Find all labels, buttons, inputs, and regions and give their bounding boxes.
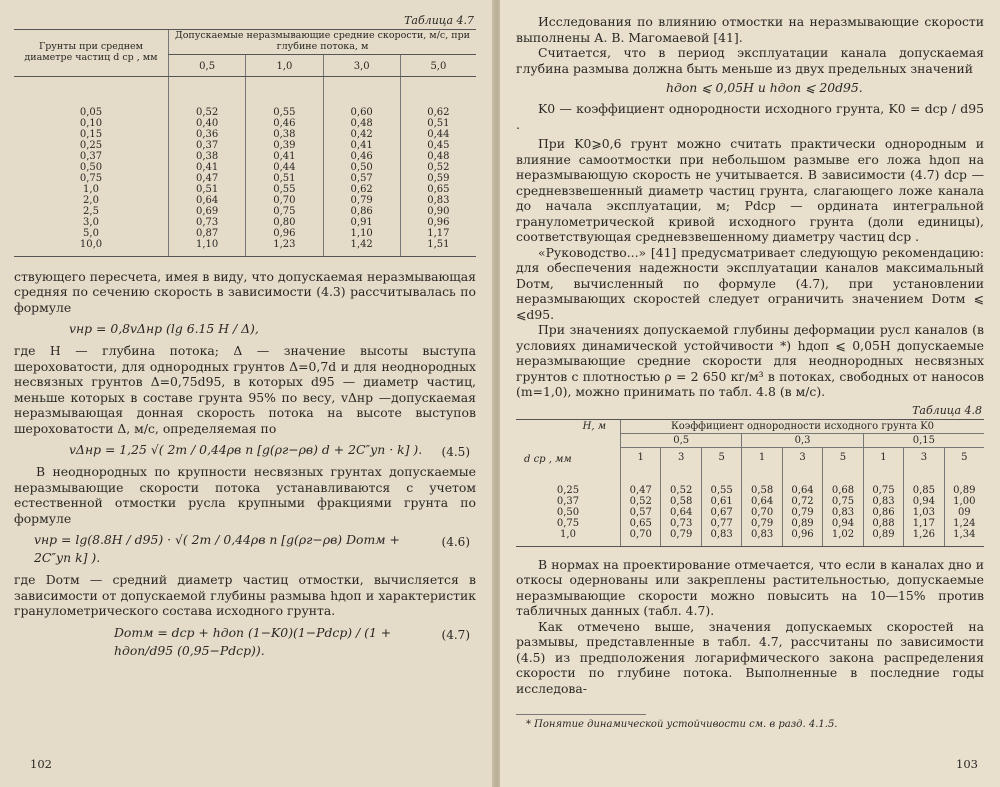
speed-cell: 1,51 xyxy=(400,239,476,257)
grain-diameter-cell: 0,75 xyxy=(79,172,103,184)
speed-cell: 0,96 xyxy=(400,217,476,228)
table-4-8-caption: Таблица 4.8 xyxy=(912,403,982,417)
speed-cell: 1,26 xyxy=(904,529,944,547)
speed-cell: 0,79 xyxy=(782,507,822,518)
table-4-7-soil-header: Грунты при среднем диаметре частиц d ср , мм xyxy=(14,30,169,77)
speed-cell: 1,10 xyxy=(169,239,246,257)
grain-diameter-cell: 2,0 xyxy=(83,194,99,206)
speed-cell: 0,80 xyxy=(246,217,323,228)
speed-cell: 0,79 xyxy=(661,529,701,547)
speed-cell: 0,38 xyxy=(169,151,246,162)
right-paragraph-2: Считается, что в период эксплуатации канала допускаемая глубина размыва должна быть меньше из двух предельных значений xyxy=(516,45,984,76)
speed-cell: 0,58 xyxy=(742,467,782,496)
depth-header: 3,0 xyxy=(323,54,400,76)
table-row xyxy=(14,162,476,173)
depth-header: 0,5 xyxy=(169,54,246,76)
speed-cell: 0,52 xyxy=(169,76,246,118)
speed-cell: 0,83 xyxy=(400,195,476,206)
speed-cell: 1,23 xyxy=(246,239,323,257)
depth-header: 5,0 xyxy=(400,54,476,76)
formula-vnr: vнр = 0,8vΔнр (lg 6.15 H / Δ), xyxy=(69,321,259,337)
speed-cell: 0,36 xyxy=(169,129,246,140)
speed-cell: 0,64 xyxy=(169,195,246,206)
speed-cell: 0,62 xyxy=(400,76,476,118)
speed-cell: 0,96 xyxy=(782,529,822,547)
table-row xyxy=(516,529,984,547)
speed-cell: 0,89 xyxy=(782,518,822,529)
speed-cell: 0,91 xyxy=(323,217,400,228)
speed-cell: 0,47 xyxy=(621,467,661,496)
speed-cell: 0,79 xyxy=(323,195,400,206)
speed-cell: 0,83 xyxy=(701,529,741,547)
speed-cell: 0,51 xyxy=(246,173,323,184)
grain-diameter-cell: 0,15 xyxy=(79,128,103,140)
speed-cell: 0,70 xyxy=(621,529,661,547)
speed-cell: 0,70 xyxy=(246,195,323,206)
speed-cell: 0,55 xyxy=(246,184,323,195)
table-row xyxy=(516,496,984,507)
speed-cell: 0,65 xyxy=(621,518,661,529)
speed-cell: 0,41 xyxy=(169,162,246,173)
speed-cell: 0,73 xyxy=(169,217,246,228)
speed-cell: 0,47 xyxy=(169,173,246,184)
speed-cell: 0,88 xyxy=(863,518,903,529)
left-paragraph-3: В неоднородных по крупности несвязных грунтах допускаемые неразмывающие скорости потока устанавливаются с учетом естественной отмостки русла крупными фракциями грунта по формуле xyxy=(14,464,476,526)
table-row xyxy=(14,228,476,239)
speed-cell: 0,48 xyxy=(400,151,476,162)
left-page xyxy=(0,0,494,787)
grain-diameter-cell: 0,25 xyxy=(79,139,103,151)
speed-cell: 0,83 xyxy=(823,507,863,518)
speed-cell: 0,42 xyxy=(323,129,400,140)
speed-cell: 0,59 xyxy=(400,173,476,184)
speed-cell: 0,77 xyxy=(701,518,741,529)
speed-cell: 0,96 xyxy=(246,228,323,239)
speed-cell: 0,72 xyxy=(782,496,822,507)
speed-cell: 0,86 xyxy=(323,206,400,217)
grain-diameter-cell: 5,0 xyxy=(83,227,99,239)
grain-diameter-cell: 1,0 xyxy=(516,529,621,547)
speed-cell: 0,44 xyxy=(246,162,323,173)
right-paragraph-4: «Руководство...» [41] предусматривает следующую рекомендацию: для обеспечения надежности эксплуатации каналов максимальный Dотм, вычисленный по формуле (4.7), при установлении неразмывающих скоростей следует ограничить значением Dотм ⩽ ⩽d95. xyxy=(516,244,984,322)
table-row xyxy=(14,173,476,184)
table-row xyxy=(14,217,476,228)
table-row xyxy=(516,518,984,529)
speed-cell: 1,42 xyxy=(323,239,400,257)
speed-cell: 1,02 xyxy=(823,529,863,547)
table-row xyxy=(14,239,476,257)
k0-value-header: 0,5 xyxy=(621,433,742,447)
speed-cell: 0,64 xyxy=(661,507,701,518)
table-4-7-speed-header: Допускаемые неразмывающие средние скорости, м/с, при глубине потока, м xyxy=(169,30,477,55)
right-paragraph-k0: K0 — коэффициент однородности исходного грунта, K0 = dср / d95 . xyxy=(516,101,984,132)
speed-cell: 0,73 xyxy=(661,518,701,529)
speed-cell: 0,58 xyxy=(661,496,701,507)
table-row xyxy=(14,206,476,217)
speed-cell: 0,64 xyxy=(742,496,782,507)
table-row xyxy=(14,129,476,140)
speed-cell: 0,70 xyxy=(742,507,782,518)
speed-cell: 0,89 xyxy=(944,467,984,496)
speed-cell: 0,46 xyxy=(323,151,400,162)
speed-cell: 0,61 xyxy=(701,496,741,507)
speed-cell: 1,00 xyxy=(944,496,984,507)
grain-diameter-cell: 0,50 xyxy=(556,506,580,518)
grain-diameter-cell: 0,05 xyxy=(79,106,103,118)
formula-4-5: vΔнр = 1,25 √( 2m / 0,44ρв n [g(ρг−ρв) d + 2C″уп · k] ). (4.5) xyxy=(69,442,470,460)
speed-cell: 0,83 xyxy=(742,529,782,547)
grain-diameter-cell: 0,50 xyxy=(79,161,103,173)
table-row xyxy=(14,195,476,206)
table-row xyxy=(14,140,476,151)
grain-diameter-cell: 1,0 xyxy=(83,183,99,195)
speed-cell: 0,52 xyxy=(400,162,476,173)
depth-value-header: 1 xyxy=(742,447,782,467)
grain-diameter-cell: 0,37 xyxy=(556,495,580,507)
speed-cell: 1,24 xyxy=(944,518,984,529)
table-row xyxy=(14,118,476,129)
speed-cell: 0,50 xyxy=(323,162,400,173)
speed-cell: 0,94 xyxy=(904,496,944,507)
depth-value-header: 3 xyxy=(782,447,822,467)
table-4-8-corner: H, м d ср , мм xyxy=(516,419,621,467)
speed-cell: 0,40 xyxy=(169,118,246,129)
speed-cell: 1,34 xyxy=(944,529,984,547)
speed-cell: 0,89 xyxy=(863,529,903,547)
table-4-8-k0-header: Коэффициент однородности исходного грунта K0 xyxy=(621,419,985,433)
grain-diameter-cell: 0,75 xyxy=(556,517,580,529)
speed-cell: 0,38 xyxy=(246,129,323,140)
right-paragraph-7: Как отмечено выше, значения допускаемых скоростей на размывы, представленные в табл. 4.7, рассчитаны по зависимости (4.5) из предположения логарифмического закона распределения скорости по глубине потока. Выполненные в последние годы исследова- xyxy=(516,618,984,696)
speed-cell: 09 xyxy=(944,507,984,518)
speed-cell: 0,85 xyxy=(904,467,944,496)
grain-diameter-cell: 2,5 xyxy=(83,205,99,217)
page-number-right: 103 xyxy=(956,757,978,771)
speed-cell: 0,41 xyxy=(323,140,400,151)
right-page xyxy=(500,0,1000,787)
depth-value-header: 5 xyxy=(944,447,984,467)
speed-cell: 0,65 xyxy=(400,184,476,195)
grain-diameter-cell: 0,37 xyxy=(79,150,103,162)
depth-value-header: 3 xyxy=(661,447,701,467)
speed-cell: 0,46 xyxy=(246,118,323,129)
right-paragraph-5: При значениях допускаемой глубины деформации русл каналов (в условиях динамической устойчивости *) hдоп ⩽ 0,05H допускаемые неразмывающие средние скорости для неоднородных несвязных грунтов с плотностью ρ = 2 650 кг/м³ в потоках, свободных от наносов (m=1,0), можно принимать по табл. 4.8 (в м/с). xyxy=(516,322,984,399)
depth-value-header: 1 xyxy=(621,447,661,467)
speed-cell: 0,52 xyxy=(661,467,701,496)
grain-diameter-cell: 0,10 xyxy=(79,117,103,129)
formula-4-6: vнр = lg(8.8H / d95) · √( 2m / 0,44ρв n [g(ρг−ρв) Dотм + 2C″уп k] ). (4.6) xyxy=(34,532,470,566)
depth-value-header: 5 xyxy=(701,447,741,467)
right-paragraph-6: В нормах на проектирование отмечается, что если в каналах дно и откосы одернованы или закреплены растительностью, допускаемые неразмывающие скорости можно повысить на 10—15% против табличных данных (табл. 4.7). xyxy=(516,556,984,618)
speed-cell: 0,94 xyxy=(823,518,863,529)
speed-cell: 0,51 xyxy=(169,184,246,195)
left-paragraph-2: где H — глубина потока; Δ — значение высоты выступа шероховатости, для однородных грунтов Δ=0,7d и для неоднородных несвязных грунтов Δ=0,75d95, в которых d95 — диаметр частиц, меньше которых в составе грунта 95% по весу, vΔнр —допускаемая неразмывающая донная скорость потока на высоте выступов шероховатости Δ, м/с, определяемая по xyxy=(14,343,476,436)
speed-cell: 0,39 xyxy=(246,140,323,151)
grain-diameter-cell: 3,0 xyxy=(83,216,99,228)
k0-value-header: 0,15 xyxy=(863,433,984,447)
speed-cell: 0,64 xyxy=(782,467,822,496)
speed-cell: 0,75 xyxy=(863,467,903,496)
speed-cell: 1,17 xyxy=(400,228,476,239)
speed-cell: 0,83 xyxy=(863,496,903,507)
grain-diameter-cell: 0,25 xyxy=(556,484,580,496)
right-paragraph-3: При K0⩾0,6 грунт можно считать практически однородным и влияние самоотмостки при небольшом размыве его ложа hдоп на неразмывающую скорость не учитывается. В зависимости (4.7) dср — средневзвешенный диаметр частиц грунта, слагающего ложе канала до начала эксплуатации, м; Pdср — ордината интегральной гранулометрической кривой исходного грунта (доли единицы), соответствующая средневзвешенному диаметру частиц dср . xyxy=(516,136,984,244)
speed-cell: 0,55 xyxy=(246,76,323,118)
speed-cell: 1,03 xyxy=(904,507,944,518)
speed-cell: 0,55 xyxy=(701,467,741,496)
speed-cell: 0,90 xyxy=(400,206,476,217)
speed-cell: 0,52 xyxy=(621,496,661,507)
table-4-7-caption: Таблица 4.7 xyxy=(404,14,474,27)
speed-cell: 0,45 xyxy=(400,140,476,151)
speed-cell: 0,51 xyxy=(400,118,476,129)
speed-cell: 0,87 xyxy=(169,228,246,239)
speed-cell: 0,48 xyxy=(323,118,400,129)
speed-cell: 0,79 xyxy=(742,518,782,529)
k0-value-header: 0,3 xyxy=(742,433,863,447)
speed-cell: 0,44 xyxy=(400,129,476,140)
speed-cell: 0,67 xyxy=(701,507,741,518)
speed-cell: 0,75 xyxy=(246,206,323,217)
speed-cell: 0,60 xyxy=(323,76,400,118)
formula-4-7: Dотм = dср + hдоп (1−K0)(1−Pdср) / (1 + hдоп/d95 (0,95−Pdср)). (4.7) xyxy=(114,624,470,658)
speed-cell: 0,57 xyxy=(621,507,661,518)
speed-cell: 0,57 xyxy=(323,173,400,184)
left-paragraph-1: ствующего пересчета, имея в виду, что допускаемая неразмывающая средняя по сечению скорость в зависимости (4.3) рассчитывалась по формуле xyxy=(14,268,476,315)
speed-cell: 0,75 xyxy=(823,496,863,507)
table-4-7 xyxy=(14,29,476,257)
depth-value-header: 5 xyxy=(823,447,863,467)
table-row xyxy=(14,184,476,195)
table-row xyxy=(516,467,984,496)
speed-cell: 0,68 xyxy=(823,467,863,496)
page-number-left: 102 xyxy=(30,757,52,771)
formula-hdop: hдоп ⩽ 0,05H и hдоп ⩽ 20d95. xyxy=(666,80,863,95)
table-row xyxy=(516,507,984,518)
depth-value-header: 1 xyxy=(863,447,903,467)
table-row xyxy=(14,76,476,118)
footnote: * Понятие динамической устойчивости см. в разд. 4.1.5. xyxy=(516,714,646,730)
speed-cell: 0,62 xyxy=(323,184,400,195)
table-4-8 xyxy=(516,419,984,547)
speed-cell: 0,69 xyxy=(169,206,246,217)
depth-header: 1,0 xyxy=(246,54,323,76)
speed-cell: 0,41 xyxy=(246,151,323,162)
table-row xyxy=(14,151,476,162)
speed-cell: 0,86 xyxy=(863,507,903,518)
grain-diameter-cell: 10,0 xyxy=(14,239,169,257)
speed-cell: 1,17 xyxy=(904,518,944,529)
speed-cell: 0,37 xyxy=(169,140,246,151)
right-paragraph-1: Исследования по влиянию отмостки на неразмывающие скорости выполнены А. В. Магомаевой [41]. xyxy=(516,14,984,45)
depth-value-header: 3 xyxy=(904,447,944,467)
speed-cell: 1,10 xyxy=(323,228,400,239)
left-paragraph-4: где Dотм — средний диаметр частиц отмостки, вычисляется в зависимости от допускаемой глубины размыва hдоп и характеристик гранулометрического состава исходного грунта. xyxy=(14,572,476,619)
